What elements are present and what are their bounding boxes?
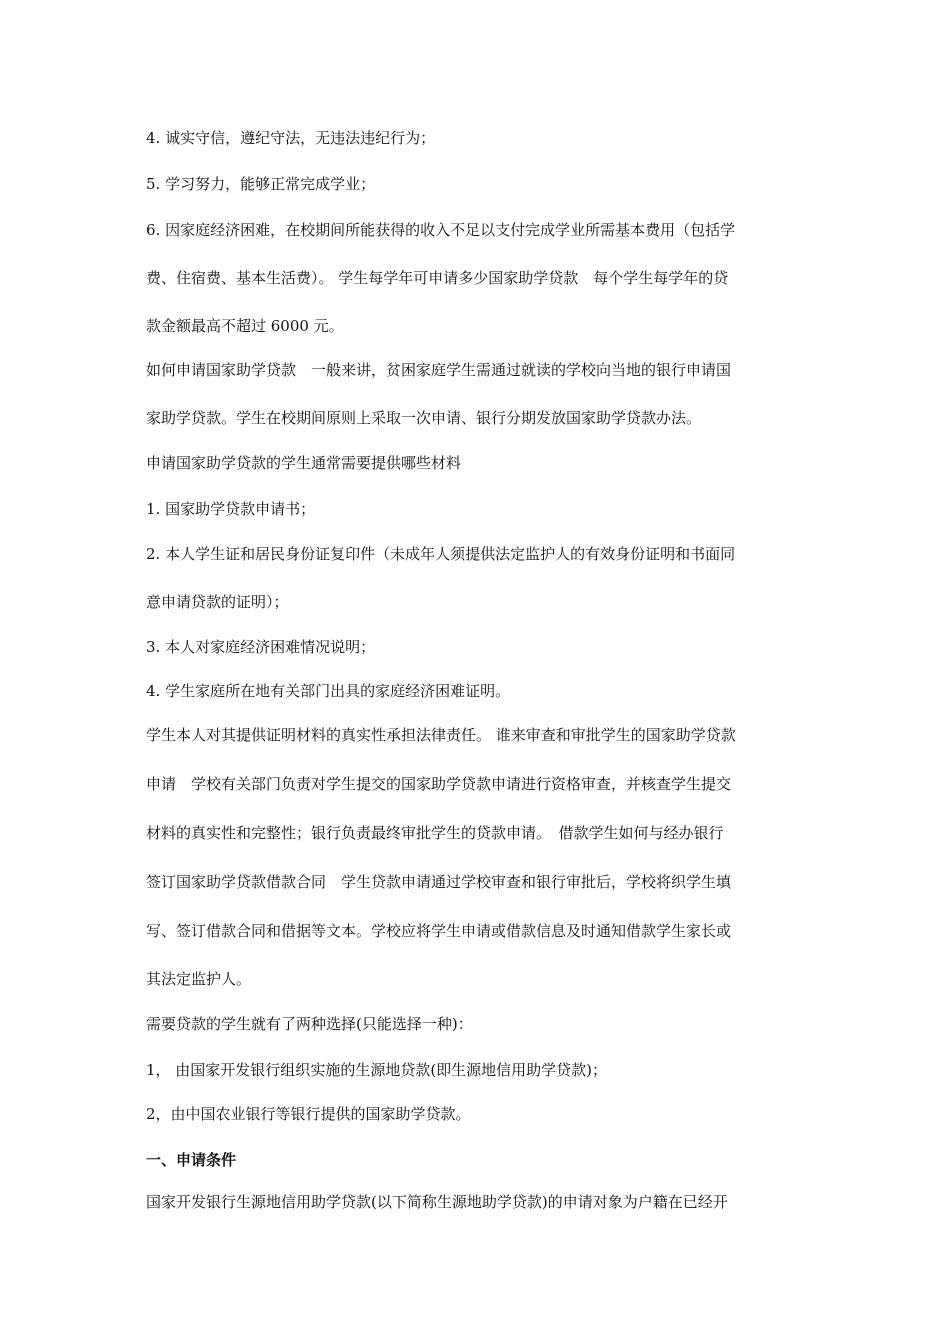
how-to-apply-line-1: 如何申请国家助学贷款 一般来讲，贫困家庭学生需通过就读的学校向当地的银行申请国	[146, 361, 732, 379]
material-item-3: 3. 本人对家庭经济困难情况说明；	[146, 638, 376, 656]
materials-question: 申请国家助学贷款的学生通常需要提供哪些材料	[146, 454, 462, 472]
review-paragraph-line-2: 申请 学校有关部门负责对学生提交的国家助学贷款申请进行资格审查，并核查学生提交	[146, 775, 732, 793]
review-paragraph-line-3: 材料的真实性和完整性；银行负责最终审批学生的贷款申请。 借款学生如何与经办银行	[146, 824, 724, 842]
material-item-2-line-1: 2. 本人学生证和居民身份证复印件（未成年人须提供法定监护人的有效身份证明和书面同	[146, 545, 736, 563]
material-item-4: 4. 学生家庭所在地有关部门出具的家庭经济困难证明。	[146, 682, 511, 700]
contract-paragraph-line-2: 写、签订借款合同和借据等文本。学校应将学生申请或借款信息及时通知借款学生家长或	[146, 922, 732, 940]
contract-paragraph-line-1: 签订国家助学贷款借款合同 学生贷款申请通过学校审查和银行审批后，学校将织学生填	[146, 873, 732, 891]
how-to-apply-line-2: 家助学贷款。学生在校期间原则上采取一次申请、银行分期发放国家助学贷款办法。	[146, 409, 702, 427]
list-item-5-study: 5. 学习努力，能够正常完成学业；	[146, 175, 376, 193]
list-item-4-honesty: 4. 诚实守信，遵纪守法，无违法违纪行为；	[146, 129, 436, 147]
contract-paragraph-line-3: 其法定监护人。	[146, 970, 252, 988]
conditions-paragraph-line-1: 国家开发银行生源地信用助学贷款(以下简称生源地助学贷款)的申请对象为户籍在已经开	[146, 1193, 728, 1211]
list-item-6-hardship-line-1: 6. 因家庭经济困难，在校期间所能获得的收入不足以支付完成学业所需基本费用（包括学	[146, 221, 736, 239]
loan-choice-intro: 需要贷款的学生就有了两种选择(只能选择一种)：	[146, 1015, 473, 1033]
section-heading-application-conditions: 一、申请条件	[146, 1151, 237, 1169]
list-item-6-hardship-line-2: 费、住宿费、基本生活费）。 学生每学年可申请多少国家助学贷款 每个学生每学年的贷	[146, 269, 729, 287]
material-item-2-line-2: 意申请贷款的证明）；	[146, 593, 289, 611]
material-item-1: 1. 国家助学贷款申请书；	[146, 500, 316, 518]
loan-choice-1: 1， 由国家开发银行组织实施的生源地贷款(即生源地信用助学贷款)；	[146, 1061, 608, 1079]
loan-choice-2: 2，由中国农业银行等银行提供的国家助学贷款。	[146, 1105, 471, 1123]
review-paragraph-line-1: 学生本人对其提供证明材料的真实性承担法律责任。 谁来审查和审批学生的国家助学贷款	[146, 726, 736, 744]
list-item-6-hardship-line-3: 款金额最高不超过 6000 元。	[146, 317, 344, 335]
